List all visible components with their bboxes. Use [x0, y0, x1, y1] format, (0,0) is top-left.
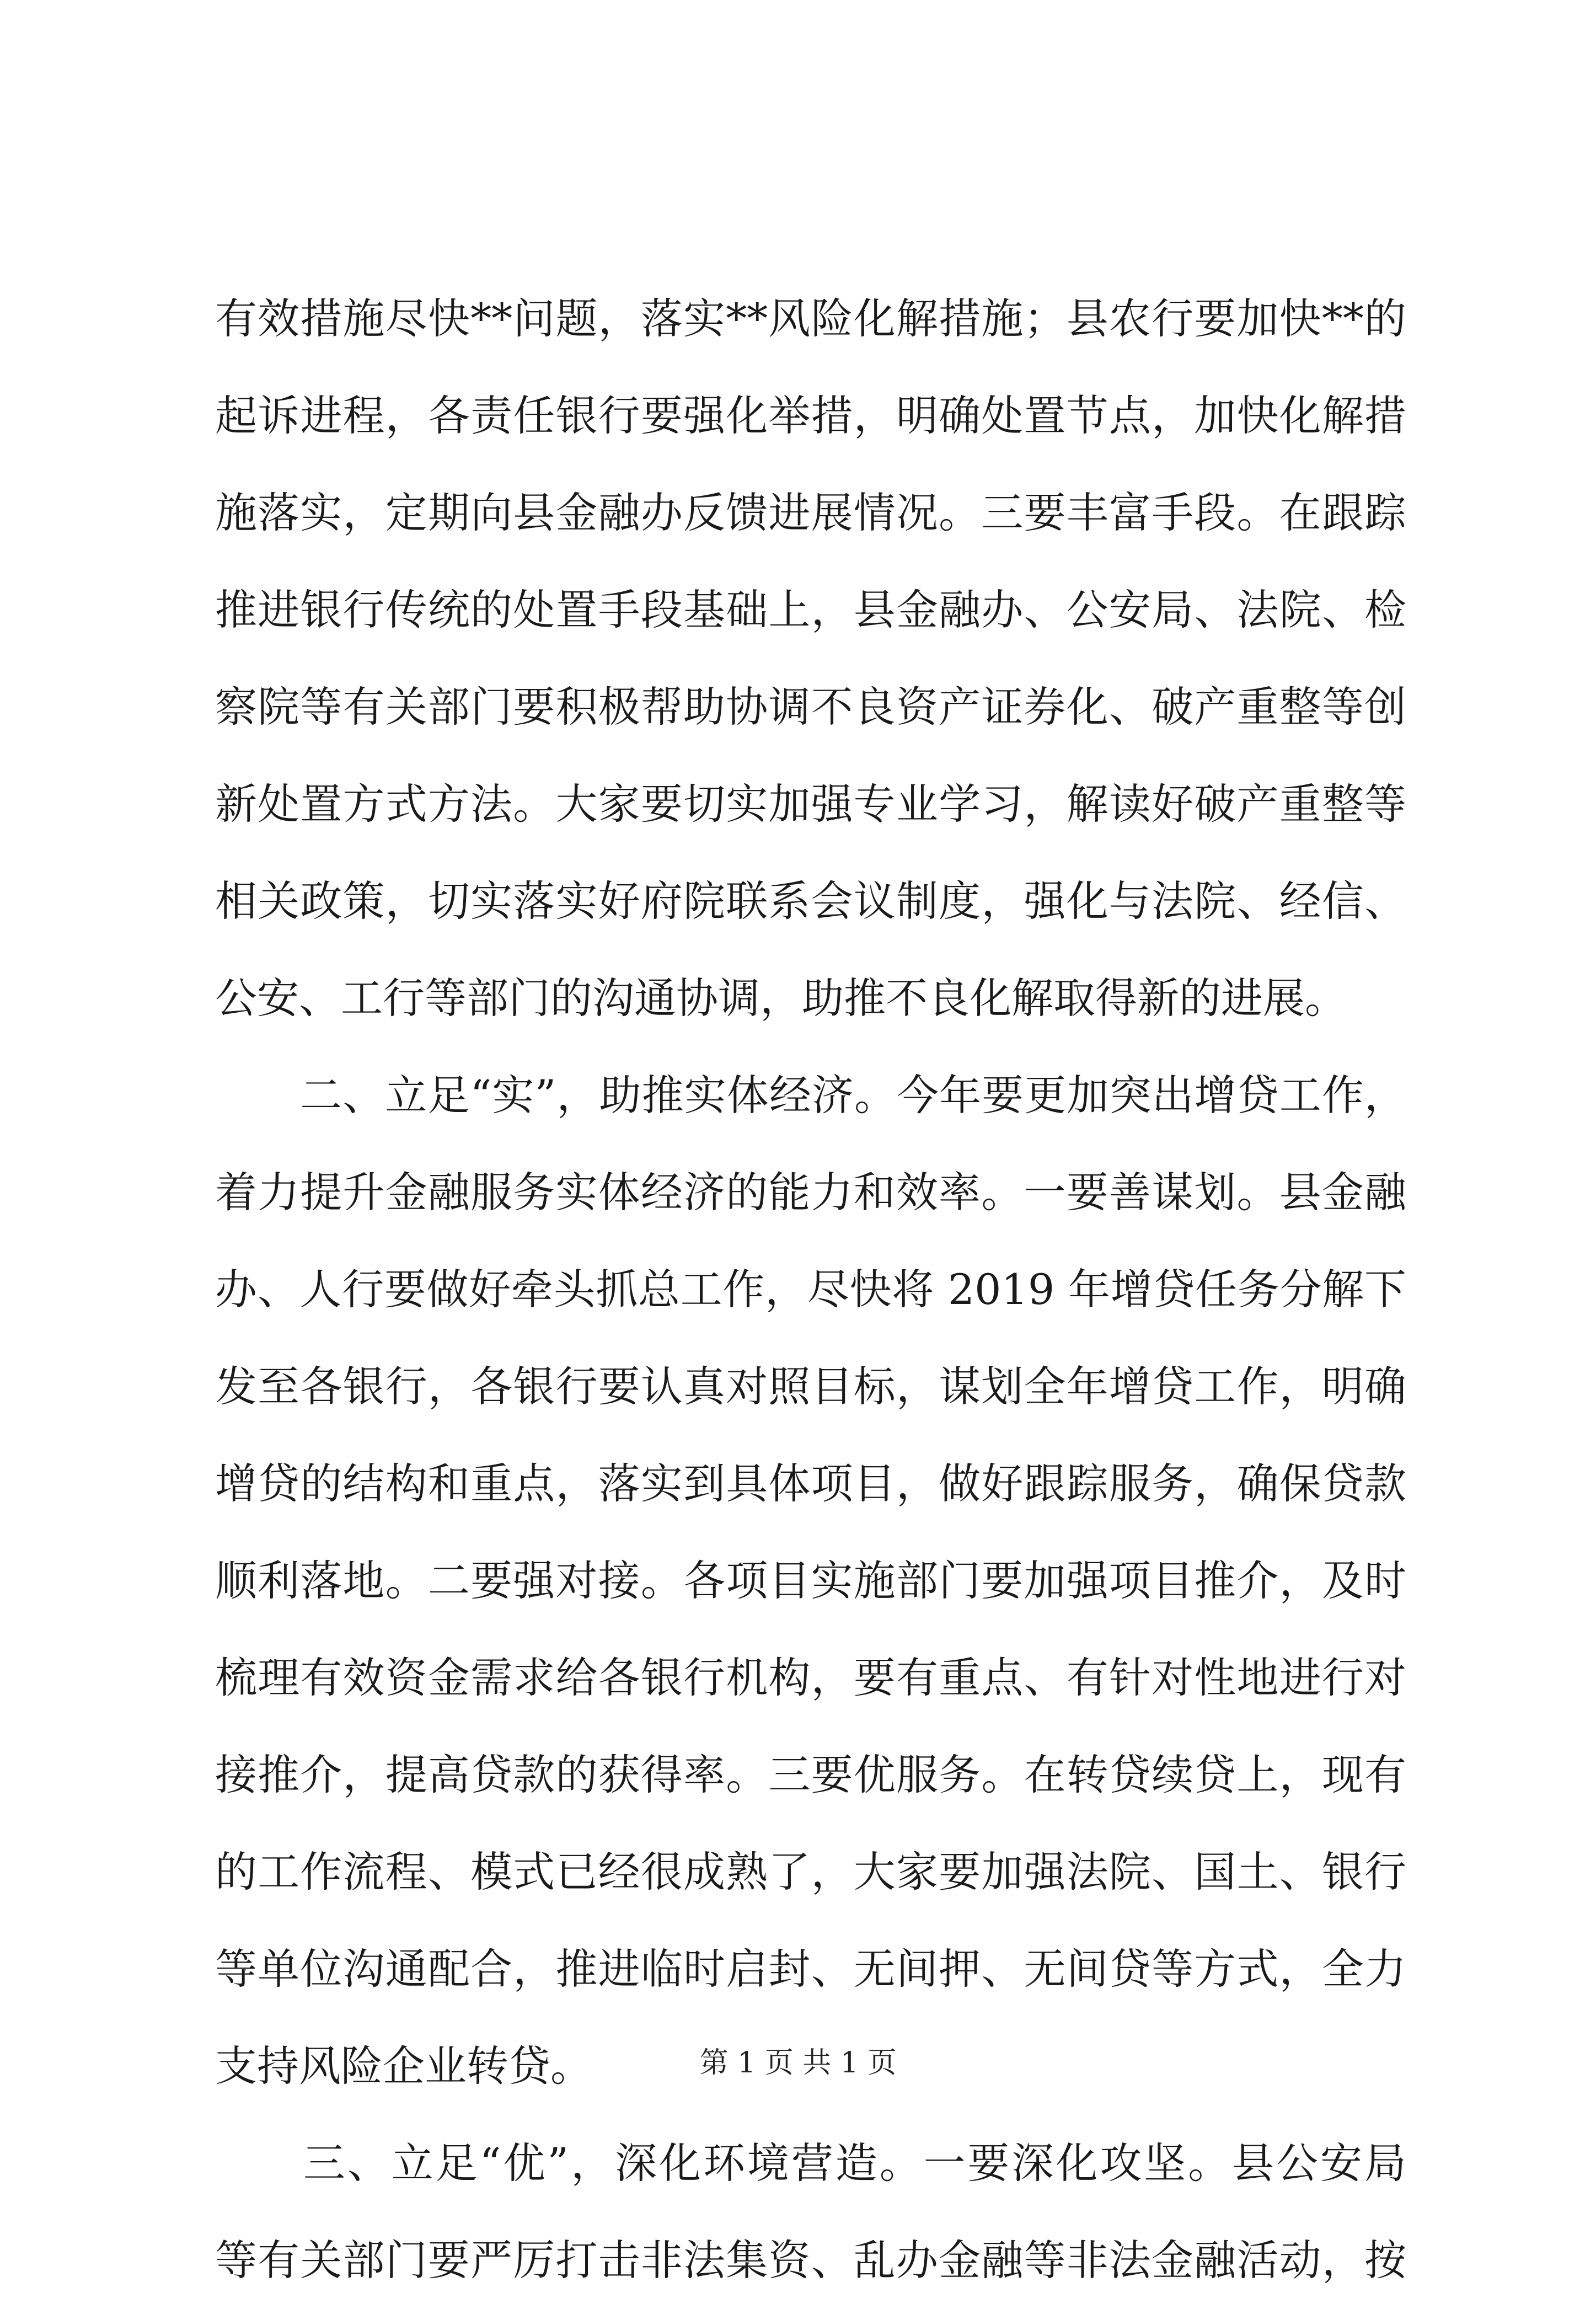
- text-line: 有效措施尽快**问题，落实**风险化解措施；县农行要加快**的: [215, 294, 1406, 343]
- text-line: 着力提升金融服务实体经济的能力和效率。一要善谋划。县金融: [215, 1168, 1406, 1217]
- text-line: 施落实，定期向县金融办反馈进展情况。三要丰富手段。在跟踪: [215, 488, 1406, 537]
- text-line: 办、人行要做好牵头抓总工作，尽快将 2019 年增贷任务分解下: [215, 1265, 1406, 1314]
- text-line: 增贷的结构和重点，落实到具体项目，做好跟踪服务，确保贷款: [215, 1459, 1406, 1508]
- section-heading-line: 二、立足“实”，助推实体经济。今年要更加突出增贷工作，: [215, 1071, 1406, 1120]
- text-line: 等有关部门要严厉打击非法集资、乱办金融等非法金融活动，按: [215, 2236, 1406, 2285]
- text-line: 梳理有效资金需求给各银行机构，要有重点、有针对性地进行对: [215, 1653, 1406, 1702]
- text-line: 推进银行传统的处置手段基础上，县金融办、公安局、法院、检: [215, 585, 1406, 634]
- text-line: 察院等有关部门要积极帮助协调不良资产证券化、破产重整等创: [215, 682, 1406, 731]
- text-line: 支持风险企业转贷。: [215, 2041, 592, 2091]
- body-text: [215, 270, 1406, 2309]
- section-heading-line: 三、立足“优”，深化环境营造。一要深化攻坚。县公安局: [215, 2139, 1406, 2188]
- text-line: 顺利落地。二要强对接。各项目实施部门要加强项目推介，及时: [215, 1556, 1406, 1605]
- text-line: 相关政策，切实落实好府院联系会议制度，强化与法院、经信、: [215, 876, 1406, 926]
- text-line: 起诉进程，各责任银行要强化举措，明确处置节点，加快化解措: [215, 391, 1406, 440]
- text-line: 发至各银行，各银行要认真对照目标，谋划全年增贷工作，明确: [215, 1362, 1406, 1411]
- text-line: 的工作流程、模式已经很成熟了，大家要加强法院、国土、银行: [215, 1847, 1406, 1896]
- text-line: 等单位沟通配合，推进临时启封、无间押、无间贷等方式，全力: [215, 1944, 1406, 1993]
- text-line: 新处置方式方法。大家要切实加强专业学习，解读好破产重整等: [215, 779, 1406, 829]
- text-line: 接推介，提高贷款的获得率。三要优服务。在转贷续贷上，现有: [215, 1750, 1406, 1799]
- page-number-footer: 第 1 页 共 1 页: [699, 2046, 897, 2080]
- text-line: 公安、工行等部门的沟通协调，助推不良化解取得新的进展。: [215, 974, 1347, 1023]
